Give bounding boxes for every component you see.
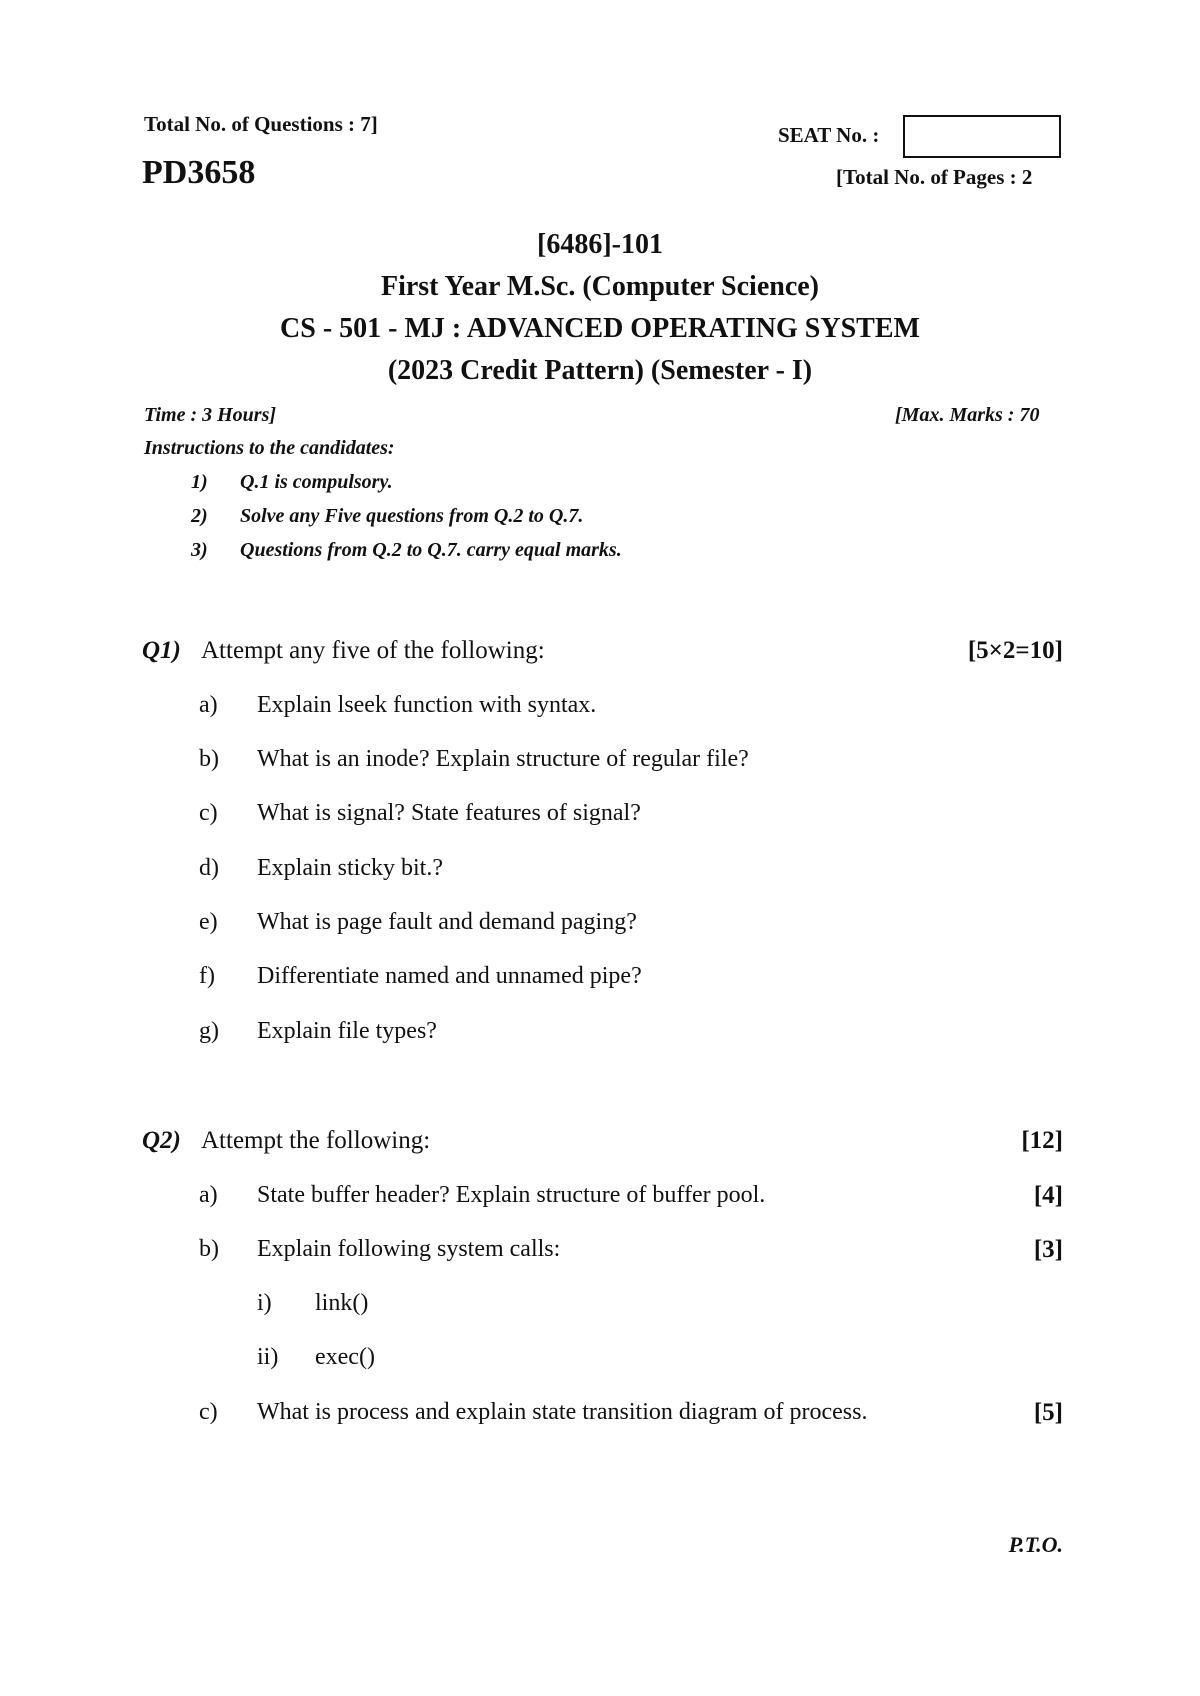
seat-number-box bbox=[903, 115, 1061, 158]
max-marks: [Max. Marks : 70 bbox=[895, 404, 1040, 426]
subquestion-text: What is an inode? Explain structure of regular file? bbox=[257, 746, 749, 772]
subquestion-label: c) bbox=[199, 1399, 218, 1425]
subquestion-text: Explain following system calls: bbox=[257, 1236, 561, 1262]
subject-title: CS - 501 - MJ : ADVANCED OPERATING SYSTEM bbox=[280, 313, 920, 344]
subquestion-text: What is process and explain state transition diagram of process. bbox=[257, 1399, 868, 1425]
subquestion-text: Explain sticky bit.? bbox=[257, 855, 443, 881]
subquestion-text: What is page fault and demand paging? bbox=[257, 909, 637, 935]
instruction-text: Solve any Five questions from Q.2 to Q.7. bbox=[240, 505, 584, 527]
exam-code: [6486]-101 bbox=[537, 229, 663, 260]
paper-code: PD3658 bbox=[142, 154, 256, 191]
subquestion-label: a) bbox=[199, 692, 218, 718]
subquestion-label: b) bbox=[199, 1236, 219, 1262]
subquestion-text: Differentiate named and unnamed pipe? bbox=[257, 963, 642, 989]
sub-subquestion-label: ii) bbox=[257, 1344, 279, 1370]
sub-subquestion-text: link() bbox=[315, 1290, 369, 1316]
subquestion-label: b) bbox=[199, 746, 219, 772]
subquestion-label: e) bbox=[199, 909, 218, 935]
instruction-text: Q.1 is compulsory. bbox=[240, 471, 393, 493]
question-number: Q2) bbox=[142, 1127, 181, 1154]
total-pages: [Total No. of Pages : 2 bbox=[836, 165, 1033, 189]
seat-label: SEAT No. : bbox=[778, 123, 880, 147]
instructions-title: Instructions to the candidates: bbox=[144, 437, 395, 459]
question-marks: [5×2=10] bbox=[967, 637, 1063, 664]
instruction-number: 3) bbox=[191, 539, 208, 561]
subquestion-label: g) bbox=[199, 1018, 219, 1044]
question-text: Attempt the following: bbox=[201, 1127, 431, 1154]
question-marks: [12] bbox=[1021, 1127, 1063, 1154]
instruction-text: Questions from Q.2 to Q.7. carry equal marks. bbox=[240, 539, 622, 561]
subquestion-marks: [5] bbox=[1033, 1399, 1063, 1426]
instruction-number: 2) bbox=[191, 505, 208, 527]
subquestion-text: State buffer header? Explain structure of buffer pool. bbox=[257, 1182, 766, 1208]
subquestion-text: What is signal? State features of signal? bbox=[257, 800, 641, 826]
subquestion-label: d) bbox=[199, 855, 219, 881]
subquestion-label: a) bbox=[199, 1182, 218, 1208]
question-text: Attempt any five of the following: bbox=[201, 637, 545, 664]
sub-subquestion-text: exec() bbox=[315, 1344, 375, 1370]
total-questions: Total No. of Questions : 7] bbox=[144, 112, 378, 136]
subquestion-label: c) bbox=[199, 800, 218, 826]
course-title: First Year M.Sc. (Computer Science) bbox=[380, 271, 820, 302]
subquestion-text: Explain file types? bbox=[257, 1018, 437, 1044]
instruction-number: 1) bbox=[191, 471, 208, 493]
subquestion-marks: [4] bbox=[1033, 1182, 1063, 1209]
sub-subquestion-label: i) bbox=[257, 1290, 272, 1316]
pattern-title: (2023 Credit Pattern) (Semester - I) bbox=[387, 355, 813, 386]
subquestion-marks: [3] bbox=[1033, 1236, 1063, 1263]
question-number: Q1) bbox=[142, 637, 181, 664]
page-turn-over: P.T.O. bbox=[1008, 1532, 1063, 1557]
subquestion-label: f) bbox=[199, 963, 215, 989]
subquestion-text: Explain lseek function with syntax. bbox=[257, 692, 597, 718]
time-duration: Time : 3 Hours] bbox=[144, 404, 277, 426]
